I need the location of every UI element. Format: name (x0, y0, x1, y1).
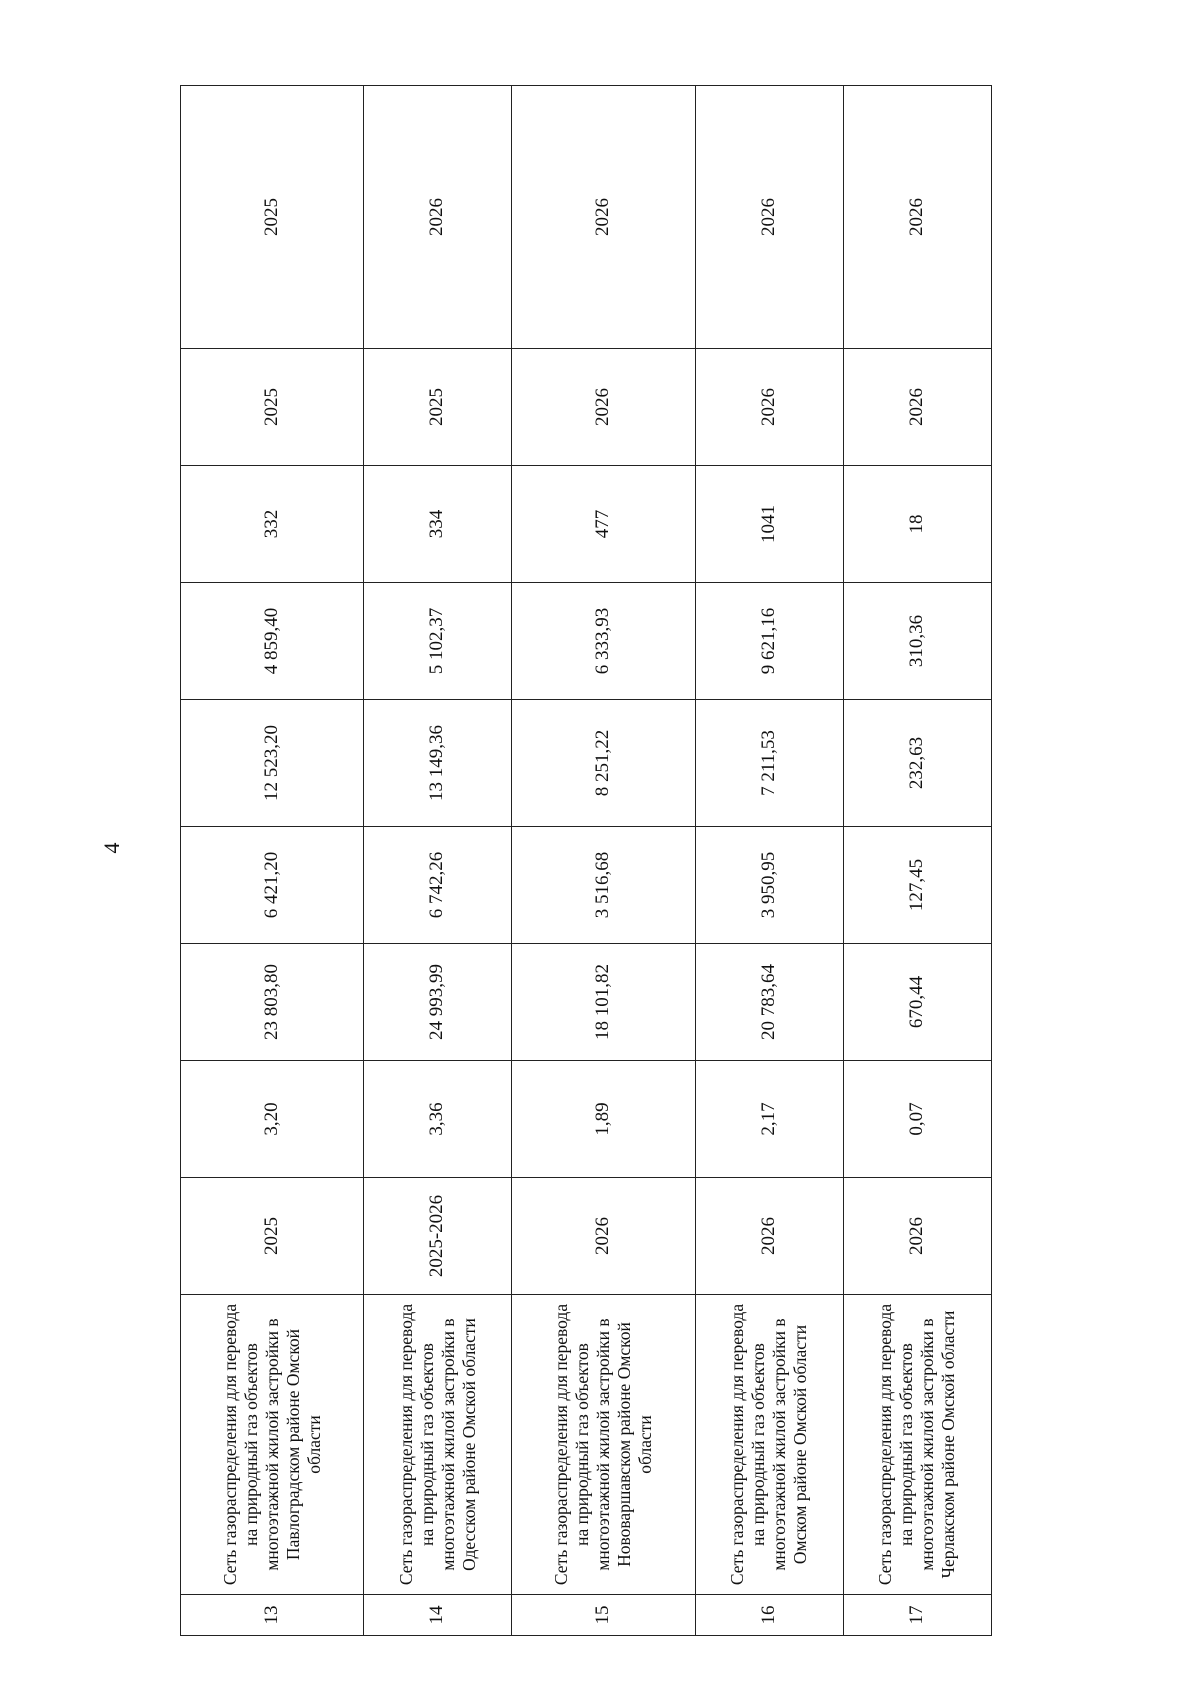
object-name: Сеть газораспределения для перевода на природный газ объектов многоэтажной жилой застройки в Одесском районе Омской области (364, 1295, 512, 1595)
object-name: Сеть газораспределения для перевода на природный газ объектов многоэтажной жилой застройки в Нововаршавском районе Омской области (512, 1295, 695, 1595)
year-2: 2026 (695, 86, 843, 349)
rotated-table-frame (180, 86, 992, 1636)
value-3: 3 950,95 (695, 827, 843, 944)
value-4: 12 523,20 (181, 700, 364, 827)
row-number: 15 (512, 1595, 695, 1636)
value-2: 23 803,80 (181, 944, 364, 1061)
value-1: 3,36 (364, 1061, 512, 1178)
value-4: 13 149,36 (364, 700, 512, 827)
value-1: 1,89 (512, 1061, 695, 1178)
row-number: 17 (843, 1595, 991, 1636)
year-1: 2026 (695, 349, 843, 466)
value-6: 1041 (695, 466, 843, 583)
year-1: 2026 (843, 349, 991, 466)
period: 2026 (843, 1178, 991, 1295)
object-name: Сеть газораспределения для перевода на природный газ объектов многоэтажной жилой застройки в Черлакском районе Омской области (843, 1295, 991, 1595)
value-1: 0,07 (843, 1061, 991, 1178)
value-3: 3 516,68 (512, 827, 695, 944)
value-1: 3,20 (181, 1061, 364, 1178)
value-3: 127,45 (843, 827, 991, 944)
period: 2025 (181, 1178, 364, 1295)
value-5: 5 102,37 (364, 583, 512, 700)
period: 2026 (512, 1178, 695, 1295)
object-name: Сеть газораспределения для перевода на природный газ объектов многоэтажной жилой застройки в Омском районе Омской области (695, 1295, 843, 1595)
value-3: 6 421,20 (181, 827, 364, 944)
value-5: 310,36 (843, 583, 991, 700)
table-container (180, 86, 992, 1636)
value-4: 232,63 (843, 700, 991, 827)
value-5: 9 621,16 (695, 583, 843, 700)
table-row (181, 86, 364, 1636)
value-6: 332 (181, 466, 364, 583)
value-3: 6 742,26 (364, 827, 512, 944)
period: 2025-2026 (364, 1178, 512, 1295)
year-2: 2025 (181, 86, 364, 349)
value-6: 477 (512, 466, 695, 583)
year-2: 2026 (512, 86, 695, 349)
value-5: 4 859,40 (181, 583, 364, 700)
period: 2026 (695, 1178, 843, 1295)
table-row (843, 86, 991, 1636)
value-2: 670,44 (843, 944, 991, 1061)
year-1: 2026 (512, 349, 695, 466)
table-row (512, 86, 695, 1636)
object-name: Сеть газораспределения для перевода на природный газ объектов многоэтажной жилой застройки в Павлоградском районе Омской области (181, 1295, 364, 1595)
year-1: 2025 (181, 349, 364, 466)
year-2: 2026 (364, 86, 512, 349)
table-row (695, 86, 843, 1636)
value-2: 20 783,64 (695, 944, 843, 1061)
value-2: 24 993,99 (364, 944, 512, 1061)
value-6: 18 (843, 466, 991, 583)
value-6: 334 (364, 466, 512, 583)
row-number: 13 (181, 1595, 364, 1636)
value-1: 2,17 (695, 1061, 843, 1178)
data-table (180, 85, 992, 1636)
page-number: 4 (99, 842, 124, 854)
value-4: 7 211,53 (695, 700, 843, 827)
value-5: 6 333,93 (512, 583, 695, 700)
row-number: 16 (695, 1595, 843, 1636)
year-2: 2026 (843, 86, 991, 349)
year-1: 2025 (364, 349, 512, 466)
table-row (364, 86, 512, 1636)
row-number: 14 (364, 1595, 512, 1636)
value-4: 8 251,22 (512, 700, 695, 827)
value-2: 18 101,82 (512, 944, 695, 1061)
